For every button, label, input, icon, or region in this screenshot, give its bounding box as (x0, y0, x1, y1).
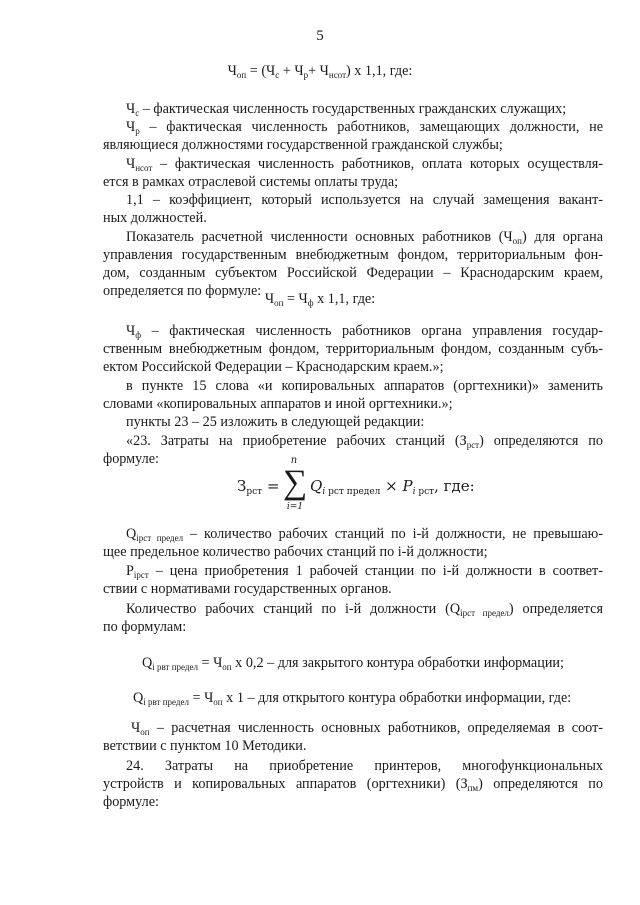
formula-chop: $Ч_{оп} = (Ч_с + Ч_р+ Ч_{нсот})$ х 1,1, где: (227, 63, 413, 80)
paragraph-24-line1: 24. Затраты на приобретение принтеров, многофункциональных (126, 758, 603, 774)
definition-coefficient-line2: ных должностей. (103, 210, 207, 226)
paragraph-pokazatel-line2: управления государственным внебюджетным фондом, территориальным фон- (103, 247, 603, 263)
amendment-15-line1: в пункте 15 слова «и копировальных аппаратов (оргтехники)» заменить (126, 378, 603, 394)
formula-open-contour: $Q_{i рвт предел} = Ч_{оп}$ х 1 – для открытого контура обработки информации, где: (133, 690, 572, 707)
paragraph-pokazatel-line1: Показатель расчетной численности основных работников $(Ч_{оп})$ для органа (126, 229, 603, 246)
paragraph-kolichestvo-line1: Количество рабочих станций по i-й должности $(Q_{iрст предел})$ определяется (126, 601, 603, 618)
definition-chr-line1: $Ч_р$ – фактическая численность работников, замещающих должности, не (126, 119, 603, 136)
definition-chs: $Ч_с$ – фактическая численность государственных гражданских служащих; (126, 101, 567, 118)
definition-chr-line2: являющиеся должностями государственной гражданской службы; (103, 137, 503, 153)
paragraph-pokazatel-line3: дом, созданным субъектом Российской Федерации – Краснодарским краем, (103, 265, 603, 281)
definition-chf-line3: ектом Российской Федерации – Краснодарским краем.»; (103, 359, 444, 375)
definition-p-line2: ствии с нормативами государственных органов. (103, 581, 392, 597)
paragraph-23-line2: формуле: (103, 451, 159, 467)
paragraph-kolichestvo-line2: по формулам: (103, 619, 187, 635)
definition-chnsot-line1: $Ч_{нсот}$ – фактическая численность работников, оплата которых осуществля- (126, 156, 603, 173)
paragraph-24-line3: формуле: (103, 794, 159, 810)
page-number: 5 (316, 28, 324, 44)
sum-symbol: ∑ (283, 464, 308, 501)
formula-chop-2: $Ч_{оп} = Ч_ф$ х 1,1, где: (264, 291, 376, 308)
definition-coefficient-line1: 1,1 – коэффициент, который используется на случай замещения вакант- (126, 192, 603, 208)
definition-chf-line1: $Ч_ф$ – фактическая численность работников органа управления государ- (126, 323, 603, 340)
definition-chnsot-line2: ется в рамках отраслевой системы оплаты труда; (103, 174, 399, 190)
formula-zrst: $З_{рст}$ = n ∑ i=1 $Q_i$ $_{рст предел} \times P_i$ $_{рст}$, где: (237, 455, 475, 512)
formula-closed-contour: $Q_{i рвт предел} = Ч_{оп}$ х 0,2 – для закрытого контура обработки информации; (142, 655, 564, 672)
definition-chf-line2: ственным внебюджетным фондом, территориальным фондом, созданным субъ- (103, 341, 603, 357)
definition-chop-line2: ветствии с пунктом 10 Методики. (103, 738, 307, 754)
amendment-23-25: пункты 23 – 25 изложить в следующей редакции: (126, 414, 425, 430)
definition-chop-line1: $Ч_{оп}$ – расчетная численность основных работников, определяемая в соот- (131, 720, 603, 737)
sum-upper-limit: n (290, 455, 298, 466)
definition-p-line1: $P_{iрст}$ – цена приобретения 1 рабочей станции по i-й должности в соответ- (126, 563, 603, 580)
sum-lower-limit: i=1 (286, 502, 304, 512)
definition-q-line1: $Q_{iрст предел}$ – количество рабочих станций по i-й должности, не превышаю- (126, 526, 603, 543)
amendment-15-line2: словами «копировальных аппаратов и иной оргтехники.»; (103, 396, 453, 412)
paragraph-23-line1: «23. Затраты на приобретение рабочих станций $(З_{рст})$ определяются по (126, 433, 603, 450)
paragraph-pokazatel-line4: определяется по формуле: (103, 283, 262, 299)
definition-q-line2: щее предельное количество рабочих станций по i-й должности; (103, 544, 488, 560)
paragraph-24-line2: устройств и копировальных аппаратов (оргтехники) $(З_{пм})$ определяются по (103, 776, 603, 793)
